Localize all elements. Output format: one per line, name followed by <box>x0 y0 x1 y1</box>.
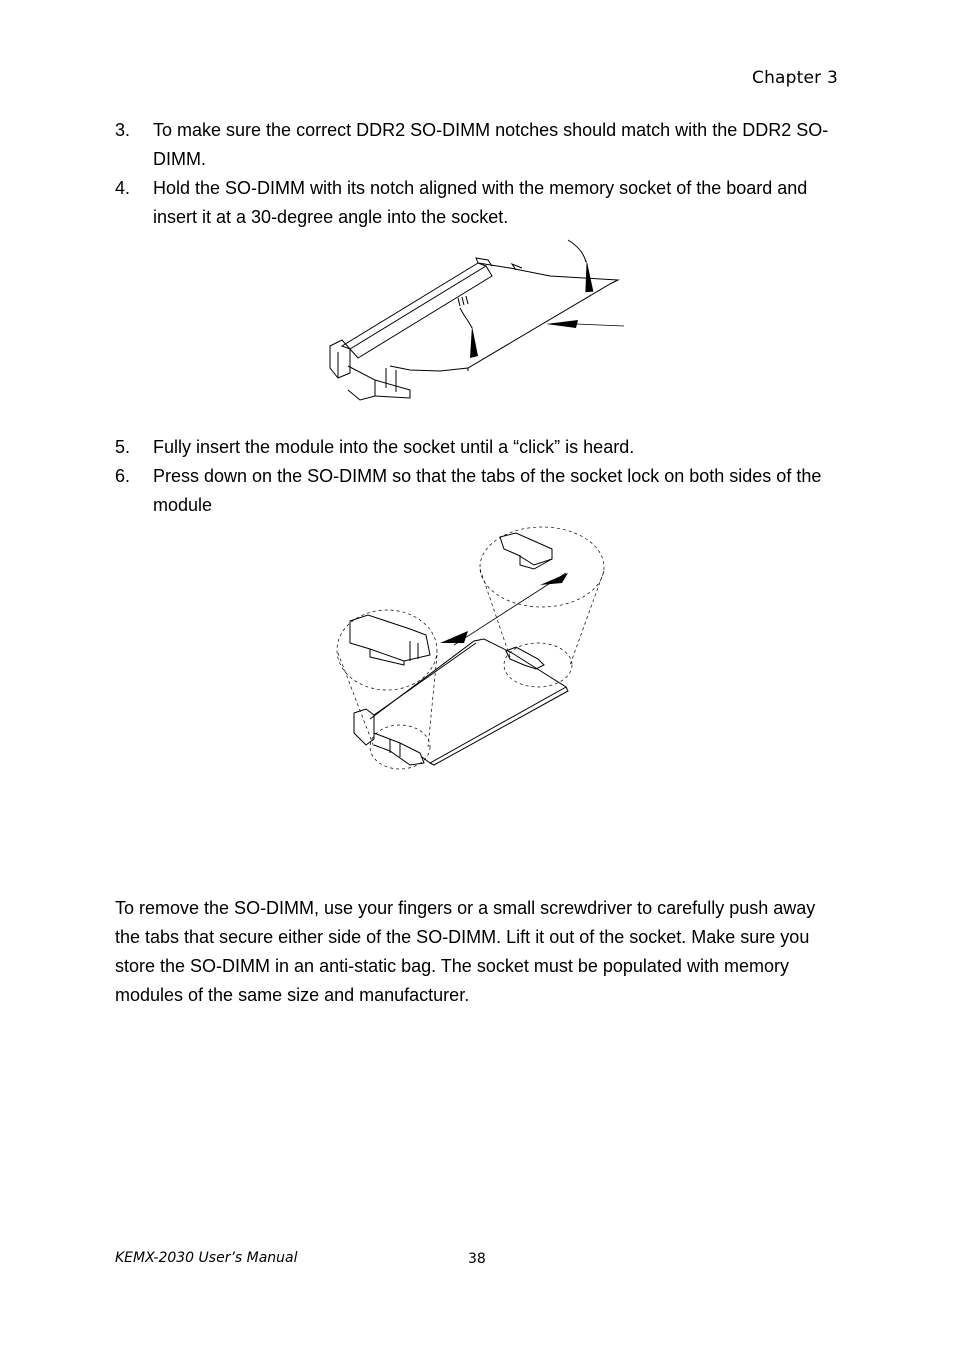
step-number: 6. <box>115 466 131 486</box>
step-text: Fully insert the module into the socket until a “click” is heard. <box>153 437 635 457</box>
removal-paragraph: To remove the SO-DIMM, use your fingers or a small screwdriver to carefully push away the tabs that secure either side of the SO-DIMM. Lift it out of the socket. Make sure you store the SO-DIMM in an anti-static bag. The socket must be populated with memory modules of the same size and manufacturer. <box>115 898 816 1005</box>
step-text: Press down on the SO-DIMM so that the tabs of the socket lock on both sides of the module <box>153 466 822 515</box>
step-item <box>115 433 835 462</box>
step-item <box>115 174 835 232</box>
step-list-lock <box>115 433 835 520</box>
step-number: 5. <box>115 437 131 457</box>
sodimm-insert-illustration <box>320 228 630 408</box>
chapter-header: Chapter 3 <box>752 68 838 88</box>
manual-title-footer: KEMX-2030 User’s Manual <box>115 1250 298 1266</box>
sodimm-lock-illustration <box>330 525 610 775</box>
step-list-insert <box>115 116 835 232</box>
page-number: 38 <box>468 1251 486 1267</box>
step-number: 4. <box>115 178 131 198</box>
step-text: Hold the SO-DIMM with its notch aligned with the memory socket of the board and insert it at a 30-degree angle into the socket. <box>153 178 808 227</box>
step-item <box>115 116 835 174</box>
step-number: 3. <box>115 120 131 140</box>
step-text: To make sure the correct DDR2 SO-DIMM notches should match with the DDR2 SO-DIMM. <box>153 120 829 169</box>
step-item <box>115 462 835 520</box>
